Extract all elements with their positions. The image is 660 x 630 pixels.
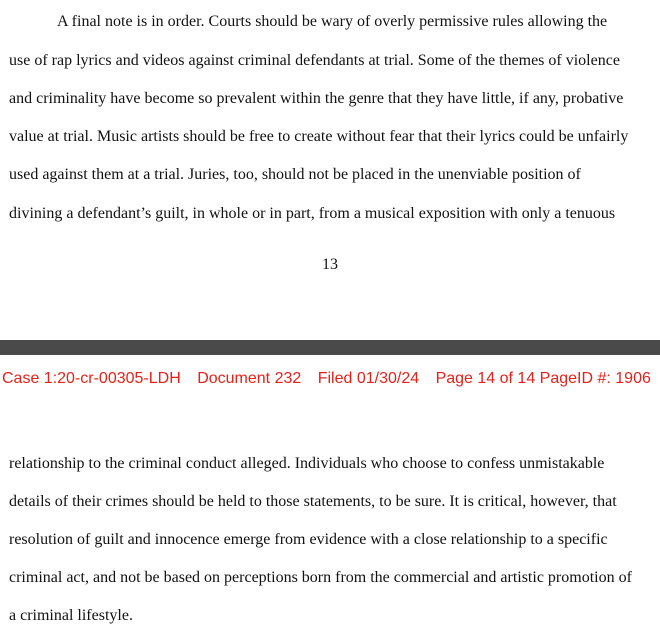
document-number: Document 232 (197, 370, 302, 387)
paragraph-line: criminal act, and not be based on perceptions born from the commercial and artistic promotion of (9, 569, 632, 586)
paragraph-line: resolution of guilt and innocence emerge from evidence with a close relationship to a specific (9, 531, 608, 548)
paragraph-line: A final note is in order. Courts should be wary of overly permissive rules allowing the (57, 13, 608, 30)
paragraph-line: use of rap lyrics and videos against criminal defendants at trial. Some of the themes of violence (9, 52, 620, 69)
paragraph-line: used against them at a trial. Juries, too, should not be placed in the unenviable position of (9, 166, 581, 183)
paragraph-line: and criminality have become so prevalent within the genre that they have little, if any, probative (9, 90, 624, 107)
page-info: Page 14 of 14 PageID #: 1906 (435, 370, 651, 387)
case-number: Case 1:20-cr-00305-LDH (2, 370, 181, 387)
paragraph-line: relationship to the criminal conduct alleged. Individuals who choose to confess unmistakable (9, 455, 605, 472)
page-number: 13 (322, 256, 338, 273)
paragraph-line: a criminal lifestyle. (9, 607, 133, 624)
case-header (2, 369, 651, 389)
filed-date: Filed 01/30/24 (317, 370, 420, 387)
page-separator (0, 340, 660, 356)
paragraph-line: details of their crimes should be held to those statements, to be sure. It is critical, however, that (9, 493, 617, 510)
page-14 (0, 355, 660, 630)
paragraph-line: divining a defendant’s guilt, in whole or in part, from a musical exposition with only a tenuous (9, 205, 616, 222)
paragraph-line: value at trial. Music artists should be free to create without fear that their lyrics could be unfairly (9, 128, 629, 145)
